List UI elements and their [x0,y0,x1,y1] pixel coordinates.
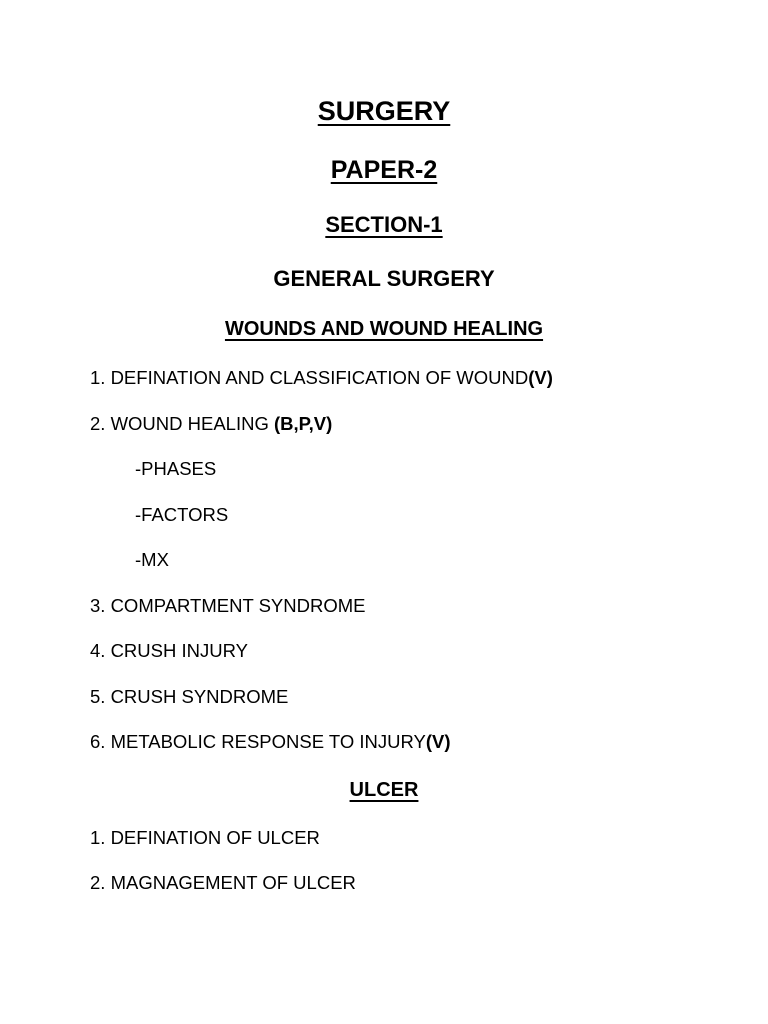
list-item: 1. DEFINATION OF ULCER [90,827,320,848]
list-subitem: -PHASES [135,458,217,479]
list-item: 5. CRUSH SYNDROME [90,686,289,707]
paper-heading: PAPER-2 [330,156,438,184]
list-item: 2. MAGNAGEMENT OF ULCER [90,872,356,893]
list-subitem: -MX [135,549,169,570]
ulcer-heading: ULCER [349,779,419,801]
list-item: 3. COMPARTMENT SYNDROME [90,595,366,616]
list-item: 6. METABOLIC RESPONSE TO INJURY(V) [90,731,451,752]
section-heading: SECTION-1 [325,212,443,237]
list-subitem: -FACTORS [135,504,229,525]
list-item: 2. WOUND HEALING (B,P,V) [90,413,333,434]
document-title: SURGERY [317,96,451,126]
subject-heading: GENERAL SURGERY [273,266,495,291]
list-item: 1. DEFINATION AND CLASSIFICATION OF WOUND(V) [90,367,553,388]
list-item: 4. CRUSH INJURY [90,640,248,661]
wounds-heading: WOUNDS AND WOUND HEALING [224,318,544,340]
